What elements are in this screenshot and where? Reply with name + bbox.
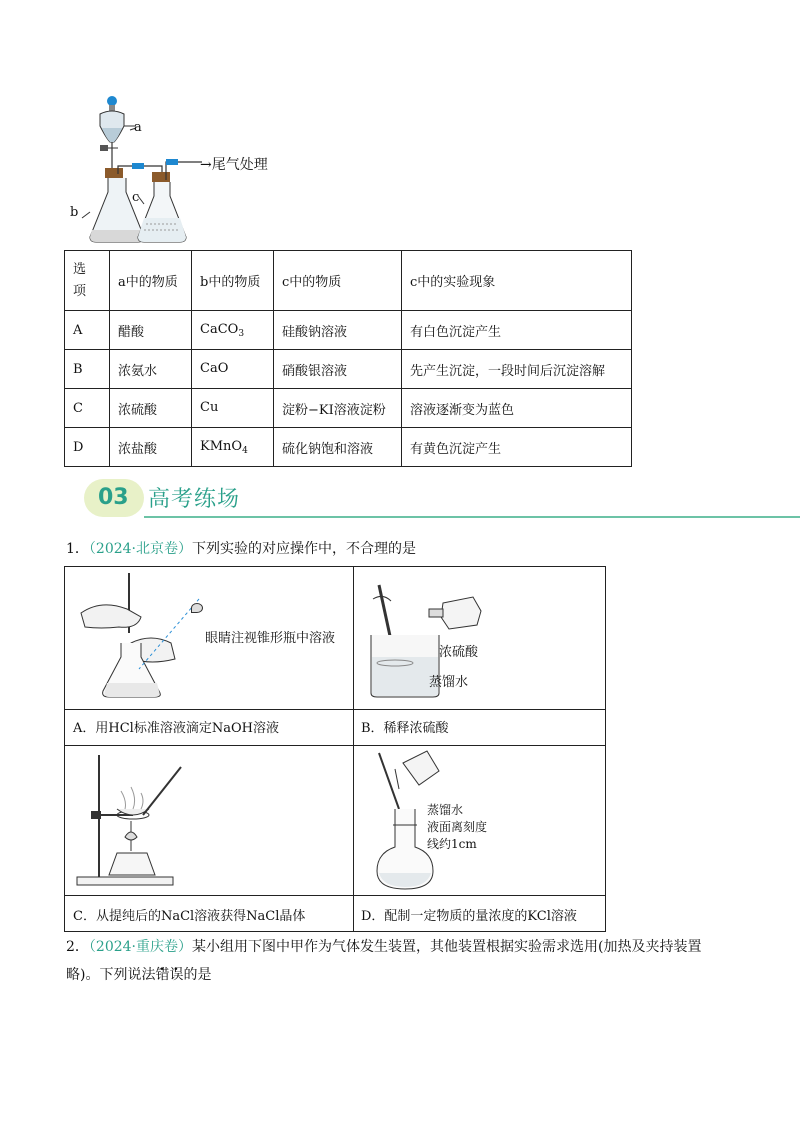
options-table xyxy=(64,250,632,467)
question-number: 1． xyxy=(66,541,89,557)
header-b: b中的物质 xyxy=(192,251,274,311)
vol-label-level: 液面离刻度 xyxy=(427,820,488,834)
grid-divider xyxy=(353,567,354,931)
titration-label: 眼睛注视锥形瓶中溶液 xyxy=(205,631,336,646)
header-c: c中的物质 xyxy=(274,251,402,311)
question-text-line1: 某小组用下图中甲作为气体发生装置，其他装置根据实验需求选用(加热及夹持装置 xyxy=(192,939,702,955)
label-a: a xyxy=(134,120,142,135)
header-phenomenon: c中的实验现象 xyxy=(402,251,632,311)
question-1-options-grid xyxy=(64,566,606,932)
caption-d: D．配制一定物质的量浓度的KCl溶液 xyxy=(361,909,577,924)
vol-label-distance: 线约1cm xyxy=(427,837,477,851)
water-label: 蒸馏水 xyxy=(429,675,469,690)
section-title: 高考练场 xyxy=(148,487,241,512)
grid-divider xyxy=(65,895,605,896)
question-1-stem xyxy=(66,538,416,560)
table-row: D 浓盐酸 KMnO$_4$ 硫化钠饱和溶液 有黄色沉淀产生 xyxy=(65,428,632,467)
caption-c: C．从提纯后的NaCl溶液获得NaCl晶体 xyxy=(73,909,306,924)
emphasis-char: 误 xyxy=(169,967,184,983)
question-source: （2024·重庆卷） xyxy=(88,939,193,955)
emphasis-char: 错 xyxy=(155,967,170,983)
caption-a: A．用HCl标准溶液滴定NaOH溶液 xyxy=(73,721,279,736)
acid-label: 浓硫酸 xyxy=(439,645,479,660)
header-a: a中的物质 xyxy=(110,251,192,311)
caption-b: B．稀释浓硫酸 xyxy=(361,721,449,736)
question-source: （2024·北京卷） xyxy=(88,541,193,557)
section-number-badge: 03 xyxy=(84,479,144,517)
section-header xyxy=(84,476,724,522)
table-row: A 醋酸 CaCO$_3$ 硅酸钠溶液 有白色沉淀产生 xyxy=(65,311,632,350)
question-number: 2． xyxy=(66,939,89,955)
label-c: c xyxy=(132,190,140,205)
vol-label-water: 蒸馏水 xyxy=(427,803,464,817)
grid-divider xyxy=(65,709,605,710)
evaporation-illustration xyxy=(71,751,201,891)
eye-icon xyxy=(191,603,203,613)
table-row: B 浓氨水 CaO 硝酸银溶液 先产生沉淀，一段时间后沉淀溶解 xyxy=(65,350,632,389)
header-option: 选项 xyxy=(65,251,110,311)
question-2-stem: 2．（2024·重庆卷）某小组用下图中甲作为气体发生装置，其他装置根据实验需求选用(加热及夹持装置 略)。下列说法错误的是 xyxy=(66,939,702,983)
table-header-row xyxy=(65,251,632,311)
label-b: b xyxy=(70,205,79,220)
question-text: 下列实验的对应操作中，不合理的是 xyxy=(192,541,417,557)
section-divider xyxy=(144,516,800,518)
exhaust-label: →尾气处理 xyxy=(200,157,268,173)
grid-divider xyxy=(65,745,605,746)
table-row: C 浓硫酸 Cu 淀粉−KI溶液淀粉 溶液逐渐变为蓝色 xyxy=(65,389,632,428)
